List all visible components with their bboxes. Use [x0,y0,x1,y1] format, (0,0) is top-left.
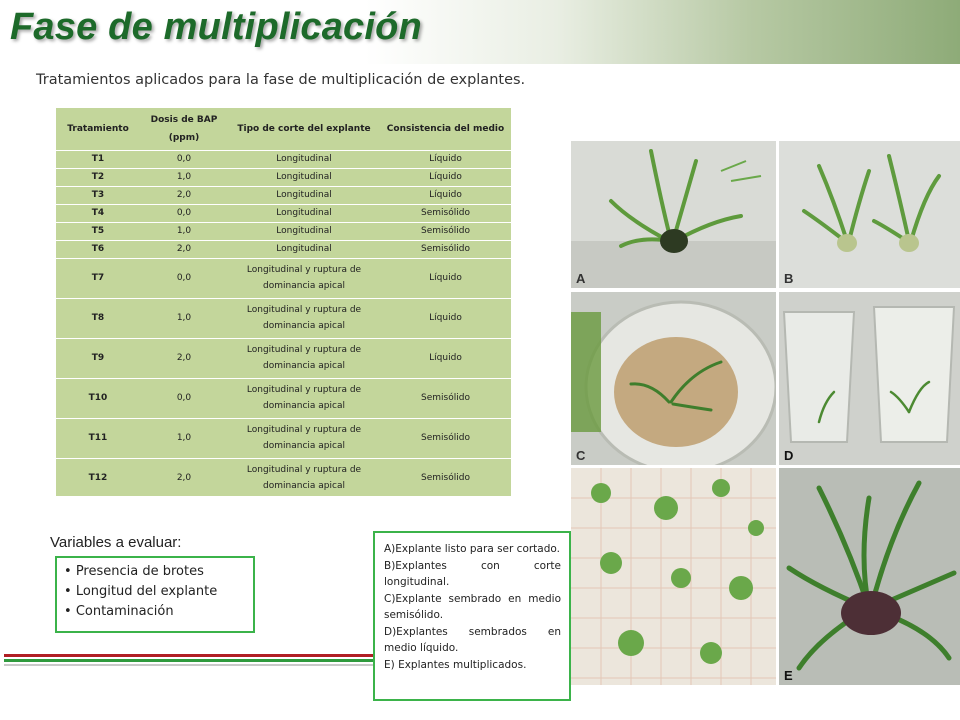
table-cell: Longitudinal y ruptura de dominancia apical [228,338,380,378]
table-cell: 1,0 [140,168,228,186]
photo-d [779,292,960,465]
table-cell: T5 [56,222,140,240]
slide-title: Fase de multiplicación [10,6,422,48]
table-cell: T12 [56,458,140,498]
table-row [56,240,511,258]
table-cell: Líquido [380,258,511,298]
table-cell: Semisólido [380,378,511,418]
table-cell: T4 [56,204,140,222]
table-cell: Líquido [380,186,511,204]
table-cell: Longitudinal [228,186,380,204]
photo-c [571,292,776,465]
table-cell: Longitudinal y ruptura de dominancia apical [228,418,380,458]
table-header-cell: Consistencia del medio [380,108,511,150]
table-cell: T8 [56,298,140,338]
table-cell: Líquido [380,168,511,186]
table-row [56,150,511,168]
table-cell: Semisólido [380,222,511,240]
table-cell: 1,0 [140,298,228,338]
legend-item: C)Explante sembrado en medio semisólido. [384,592,561,621]
table-cell: Líquido [380,338,511,378]
table-cell: T7 [56,258,140,298]
plant-photo-image [779,292,960,465]
photo-label: A [576,271,586,286]
table-cell: 0,0 [140,204,228,222]
legend-item: A)Explante listo para ser cortado. [384,543,560,555]
table-cell: 0,0 [140,150,228,168]
legend-item: E) Explantes multiplicados. [384,658,527,671]
table-cell: Longitudinal y ruptura de dominancia apical [228,298,380,338]
table-row [56,258,511,298]
legend-item: D)Explantes sembrados en medio líquido. [384,625,561,654]
table-cell: Longitudinal [228,240,380,258]
plant-photo-image [779,141,960,288]
table-cell: Semisólido [380,458,511,498]
table-cell: Longitudinal y ruptura de dominancia apical [228,458,380,498]
table-cell: Longitudinal y ruptura de dominancia apical [228,258,380,298]
table-cell: T10 [56,378,140,418]
slide-subtitle: Tratamientos aplicados para la fase de multiplicación de explantes. [36,72,526,88]
table-header-cell: Tipo de corte del explante [228,108,380,150]
table-cell: 2,0 [140,338,228,378]
list-item: • Presencia de brotes [64,562,247,582]
table-cell: 1,0 [140,418,228,458]
legend-item: B)Explantes con corte longitudinal. [384,559,561,588]
table-cell: 1,0 [140,222,228,240]
table-cell: 2,0 [140,458,228,498]
table-header-cell: Dosis de BAP (ppm) [140,108,228,150]
table-row [56,418,511,458]
photo-b [779,141,960,288]
table-row [56,298,511,338]
table-cell: 2,0 [140,186,228,204]
list-item: • Longitud del explante [64,582,247,602]
table-cell: Longitudinal y ruptura de dominancia apical [228,378,380,418]
table-cell: Semisólido [380,240,511,258]
plant-photo-image [571,468,776,685]
table-cell: Longitudinal [228,222,380,240]
table-header-row [56,108,511,150]
photo-a [571,141,776,288]
photo-legend-box [373,531,571,701]
photo-e-left [571,468,776,685]
table-row [56,186,511,204]
table-cell: T9 [56,338,140,378]
table-cell: T11 [56,418,140,458]
table-row [56,338,511,378]
photo-label: C [576,448,586,463]
table-cell: T2 [56,168,140,186]
plant-photo-image [571,292,776,465]
photo-e-right [779,468,960,685]
table-header-cell: Tratamiento [56,108,140,150]
table-cell: Líquido [380,150,511,168]
table-cell: Semisólido [380,204,511,222]
table-cell: 0,0 [140,378,228,418]
table-cell: Longitudinal [228,168,380,186]
table-row [56,204,511,222]
photo-label: B [784,271,794,286]
table-row [56,168,511,186]
list-item: • Contaminación [64,602,247,622]
treatments-table [56,108,511,499]
table-cell: T1 [56,150,140,168]
table-row [56,222,511,240]
photo-label: D [784,448,794,463]
table-row [56,458,511,498]
table-cell: Semisólido [380,418,511,458]
plant-photo-image [571,141,776,288]
table-cell: T6 [56,240,140,258]
table-cell: T3 [56,186,140,204]
variables-title: Variables a evaluar: [50,534,182,551]
variables-list [64,562,247,622]
table-cell: Longitudinal [228,204,380,222]
table-cell: 2,0 [140,240,228,258]
plant-photo-image [779,468,960,685]
table-cell: Líquido [380,298,511,338]
treatments-table-container [56,108,511,496]
photo-label: E [784,668,793,683]
table-cell: Longitudinal [228,150,380,168]
table-row [56,378,511,418]
variables-box [55,556,255,633]
table-cell: 0,0 [140,258,228,298]
